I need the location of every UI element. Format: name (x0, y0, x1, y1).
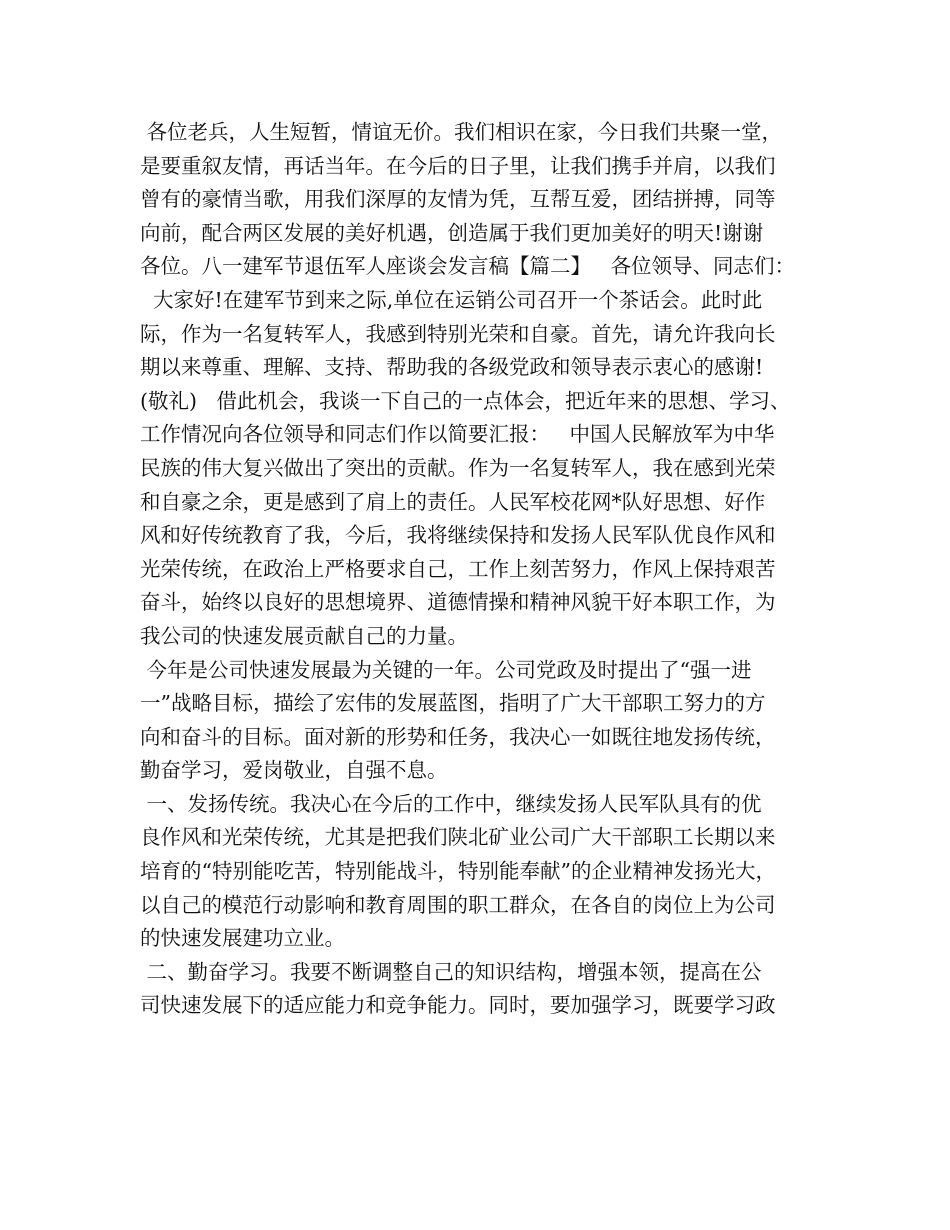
text-line: 二、勤奋学习。我要不断调整自己的知识结构，增强本领，提高在公 (140, 959, 762, 984)
text-line: 司快速发展下的适应能力和竞争能力。同时，要加强学习，既要学习政 (140, 993, 776, 1018)
text-line: 培育的“特别能吃苦，特别能战斗，特别能奉献”的企业精神发扬光大， (140, 859, 776, 884)
text-line: 是要重叙友情，再话当年。在今后的日子里，让我们携手并肩，以我们 (140, 153, 776, 178)
text-line: 大家好!在建军节到来之际,单位在运销公司召开一个茶话会。此时此 (140, 287, 763, 312)
text-line: 良作风和光荣传统，尤其是把我们陕北矿业公司广大干部职工长期以来 (140, 825, 776, 850)
text-line: 各位老兵，人生短暂，情谊无价。我们相识在家，今日我们共聚一堂， (140, 120, 783, 144)
text-line: 向前，配合两区发展的美好机遇，创造属于我们更加美好的明天!谢谢 (140, 220, 764, 245)
text-line: 勤奋学习，爱岗敬业，自强不息。 (140, 758, 448, 783)
text-line: 的快速发展建功立业。 (140, 926, 345, 951)
paragraph-4 (140, 956, 830, 1023)
text-line: 今年是公司快速发展最为关键的一年。公司党政及时提出了“强一进 (140, 657, 752, 682)
text-line: 民族的伟大复兴做出了突出的贡献。作为一名复转军人，我在感到光荣 (140, 455, 776, 480)
text-line: 向和奋斗的目标。面对新的形势和任务，我决心一如既往地发扬传统， (140, 724, 776, 749)
paragraph-3 (140, 788, 830, 956)
text-line: 风和好传统教育了我，今后，我将继续保持和发扬人民军队优良作风和 (140, 523, 776, 548)
text-line: 一”战略目标，描绘了宏伟的发展蓝图，指明了广大干部职工努力的方 (140, 691, 766, 716)
text-line: 期以来尊重、理解、支持、帮助我的各级党政和领导表示衷心的感谢! (140, 355, 764, 380)
document-page (140, 116, 830, 1023)
paragraph-2 (140, 654, 830, 788)
text-line: 工作情况向各位领导和同志们作以简要汇报： 中国人民解放军为中华 (140, 422, 775, 447)
text-line: 奋斗，始终以良好的思想境界、道德情操和精神风貌干好本职工作，为 (140, 590, 776, 615)
text-line: (敬礼) 借此机会，我谈一下自己的一点体会，把近年来的思想、学习、 (140, 388, 791, 413)
text-line: 曾有的豪情当歌，用我们深厚的友情为凭，互帮互爱，团结拼搏，同等 (140, 187, 776, 212)
text-line: 一、发扬传统。我决心在今后的工作中，继续发扬人民军队具有的优 (140, 791, 762, 816)
text-line: 际，作为一名复转军人，我感到特别光荣和自豪。首先，请允许我向长 (140, 321, 776, 346)
text-line: 以自己的模范行动影响和教育周围的职工群众，在各自的岗位上为公司 (140, 892, 776, 917)
text-line: 光荣传统，在政治上严格要求自己，工作上刻苦努力，作风上保持艰苦 (140, 556, 776, 581)
text-line: 我公司的快速发展贡献自己的力量。 (140, 623, 468, 648)
paragraph-1 (140, 116, 830, 654)
text-line: 和自豪之余，更是感到了肩上的责任。人民军校花网*队好思想、好作 (140, 489, 766, 514)
text-line: 各位。八一建军节退伍军人座谈会发言稿【篇二】 各位领导、同志们： (140, 254, 796, 279)
